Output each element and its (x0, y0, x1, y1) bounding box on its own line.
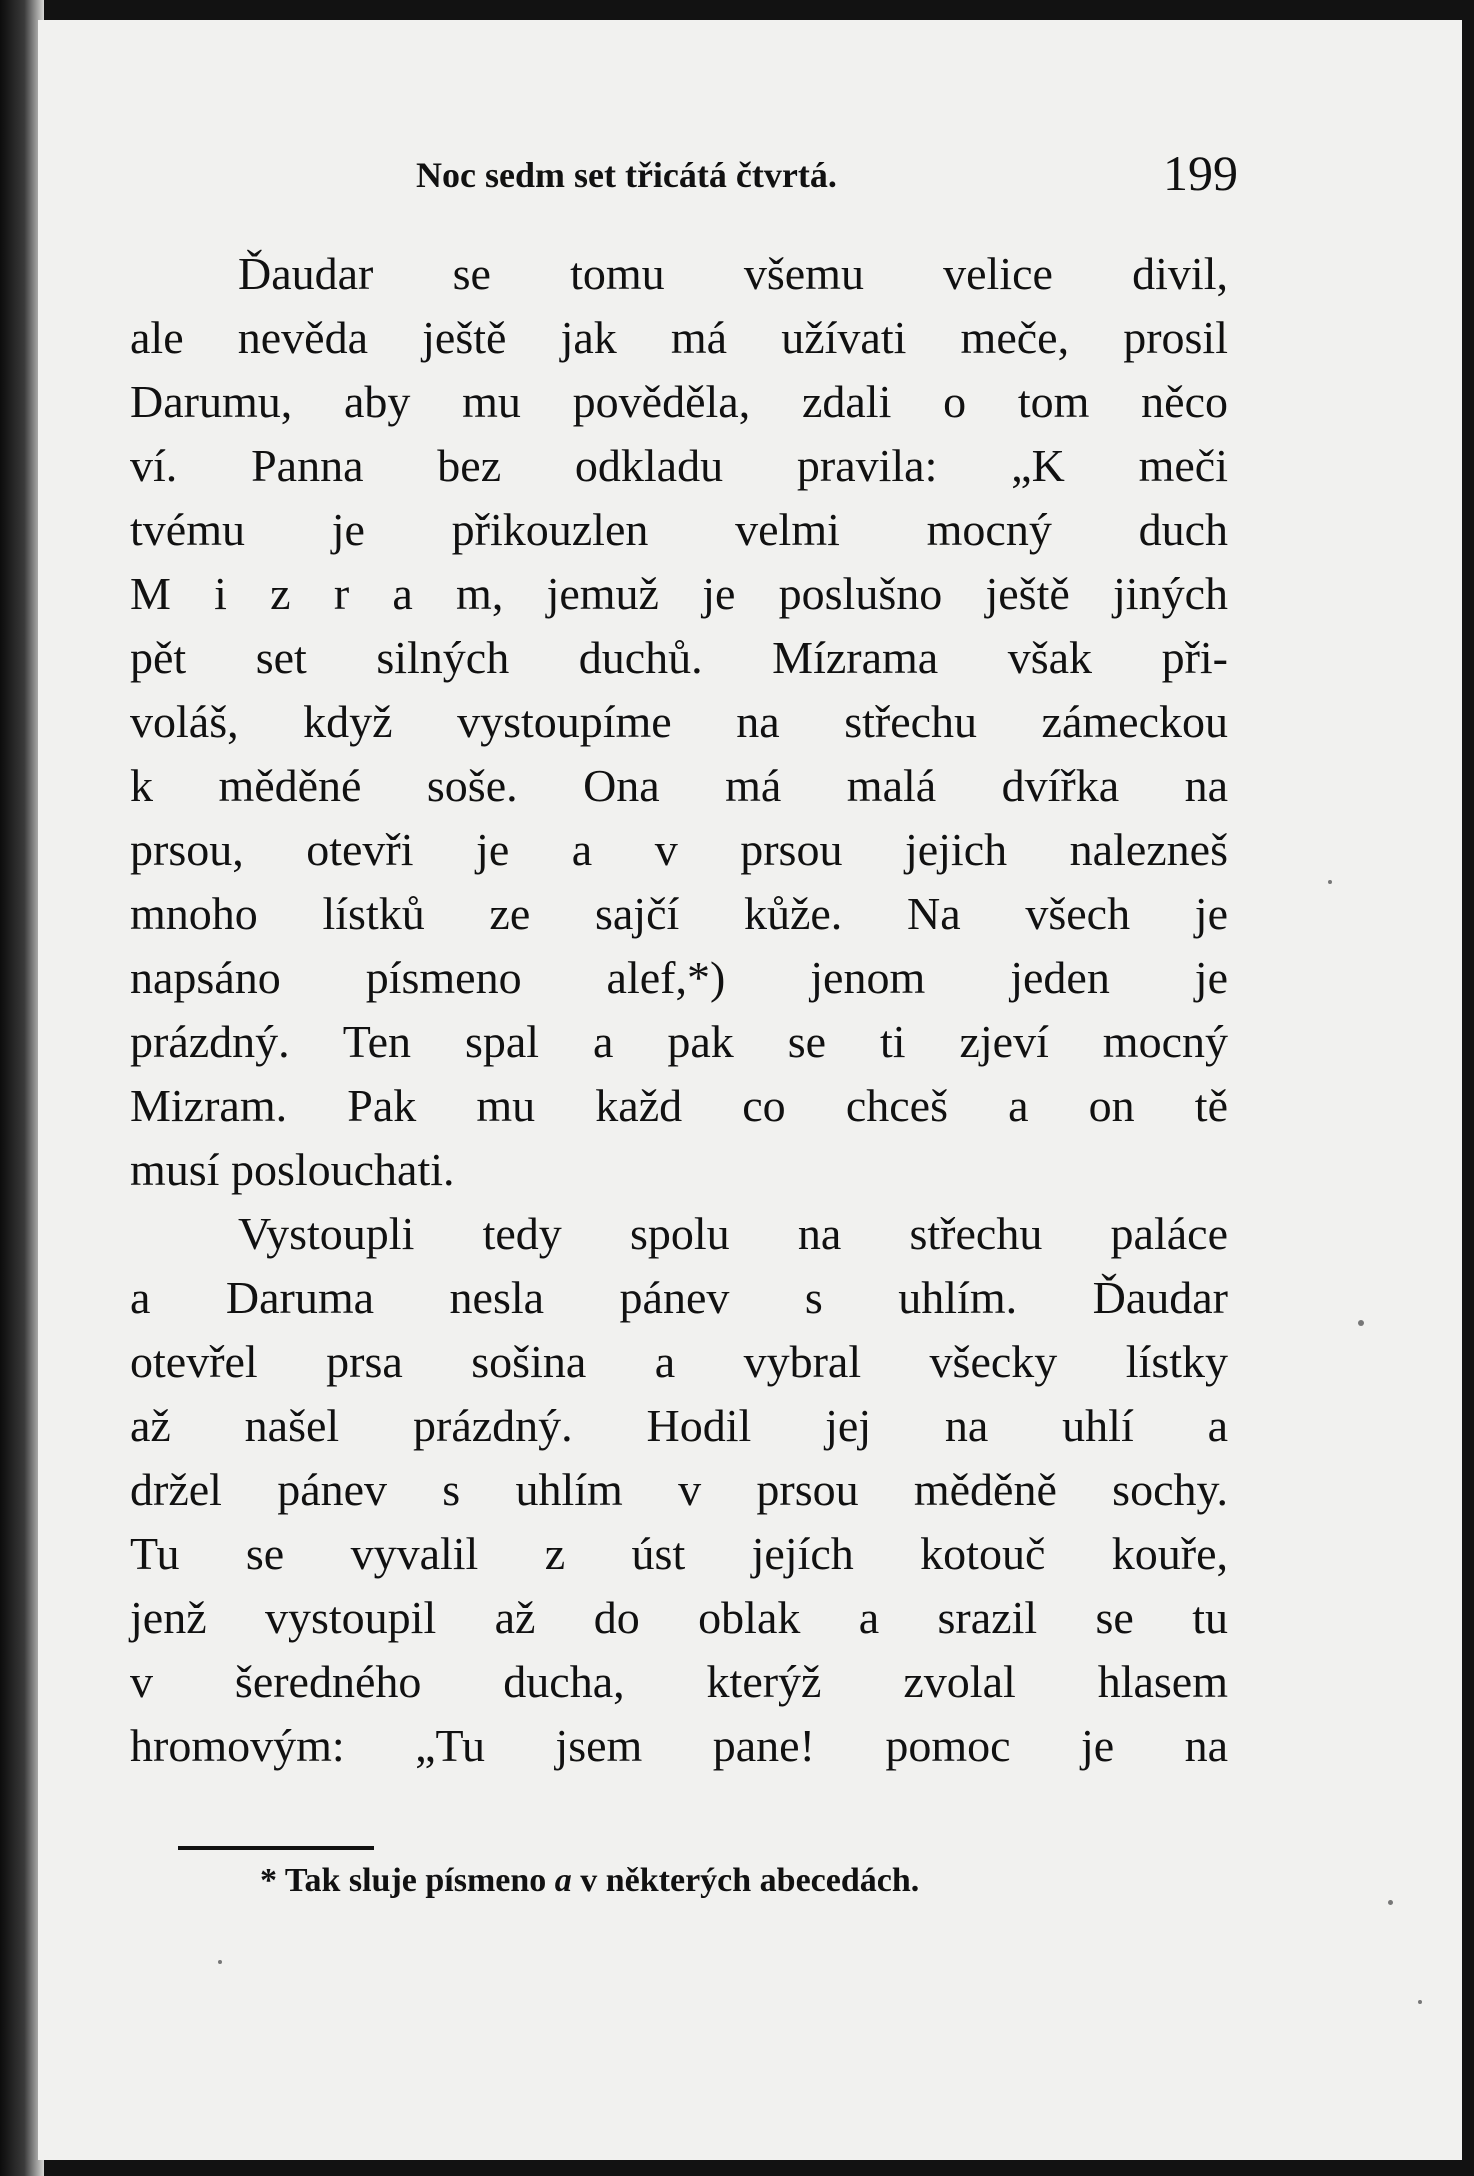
text-line: musí poslouchati. (130, 1144, 455, 1195)
text-line: prsou, otevři je a v prsou jejich nalezneš (130, 824, 1228, 875)
text-line: tvému je přikouzlen velmi mocný duch (130, 504, 1228, 555)
text-line: prázdný. Ten spal a pak se ti zjeví mocný (130, 1016, 1228, 1067)
text-line: v šeredného ducha, kterýž zvolal hlasem (130, 1656, 1228, 1707)
paper-speck (1328, 880, 1332, 884)
text-line: pět set silných duchů. Mízrama však při- (130, 632, 1228, 683)
text-line: a Daruma nesla pánev s uhlím. Ďaudar (130, 1272, 1228, 1323)
text-line: držel pánev s uhlím v prsou měděně sochy. (130, 1464, 1228, 1515)
text-line: voláš, když vystoupíme na střechu zámeckou (130, 696, 1228, 747)
page-number: 199 (1163, 145, 1238, 201)
text-line: Mizram. Pak mu každ co chceš a on tě (130, 1080, 1228, 1131)
text-line: k měděné soše. Ona má malá dvířka na (130, 760, 1228, 811)
text-line: otevřel prsa sošina a vybral všecky lístky (130, 1336, 1228, 1387)
footnote-italic-letter: a (554, 1862, 572, 1899)
book-page (38, 20, 1462, 2160)
footnote-rule (178, 1846, 374, 1850)
text-line: až našel prázdný. Hodil jej na uhlí a (130, 1400, 1228, 1451)
text-line: ale nevěda ještě jak má užívati meče, prosil (130, 312, 1228, 363)
text-line: hromovým: „Tu jsem pane! pomoc je na (130, 1720, 1228, 1771)
running-title: Noc sedm set třicátá čtvrtá. (416, 155, 837, 195)
text-line: Tu se vyvalil z úst jejích kotouč kouře, (130, 1528, 1228, 1579)
footnote (260, 1862, 919, 1900)
text-line: M i z r a m, jemuž je poslušno ještě jiných (130, 568, 1228, 619)
paper-speck (218, 1960, 222, 1964)
footnote-marker: * (260, 1862, 277, 1899)
text-line: Ďaudar se tomu všemu velice divil, (238, 248, 1228, 299)
text-line: Vystoupli tedy spolu na střechu paláce (238, 1208, 1228, 1259)
running-head (378, 145, 1238, 208)
text-line: ví. Panna bez odkladu pravila: „K meči (130, 440, 1228, 491)
body-text (130, 242, 1228, 1778)
text-line: jenž vystoupil až do oblak a srazil se tu (130, 1592, 1228, 1643)
text-line: napsáno písmeno alef,*) jenom jeden je (130, 952, 1228, 1003)
paper-speck (1388, 1900, 1393, 1905)
footnote-text: Tak sluje písmeno (284, 1862, 547, 1899)
paper-speck (1418, 2000, 1422, 2004)
text-line: mnoho lístků ze sajčí kůže. Na všech je (130, 888, 1228, 939)
footnote-text-end: v některých abecedách. (580, 1862, 920, 1899)
text-line: Darumu, aby mu pověděla, zdali o tom něco (130, 376, 1228, 427)
paper-speck (1358, 1320, 1364, 1326)
